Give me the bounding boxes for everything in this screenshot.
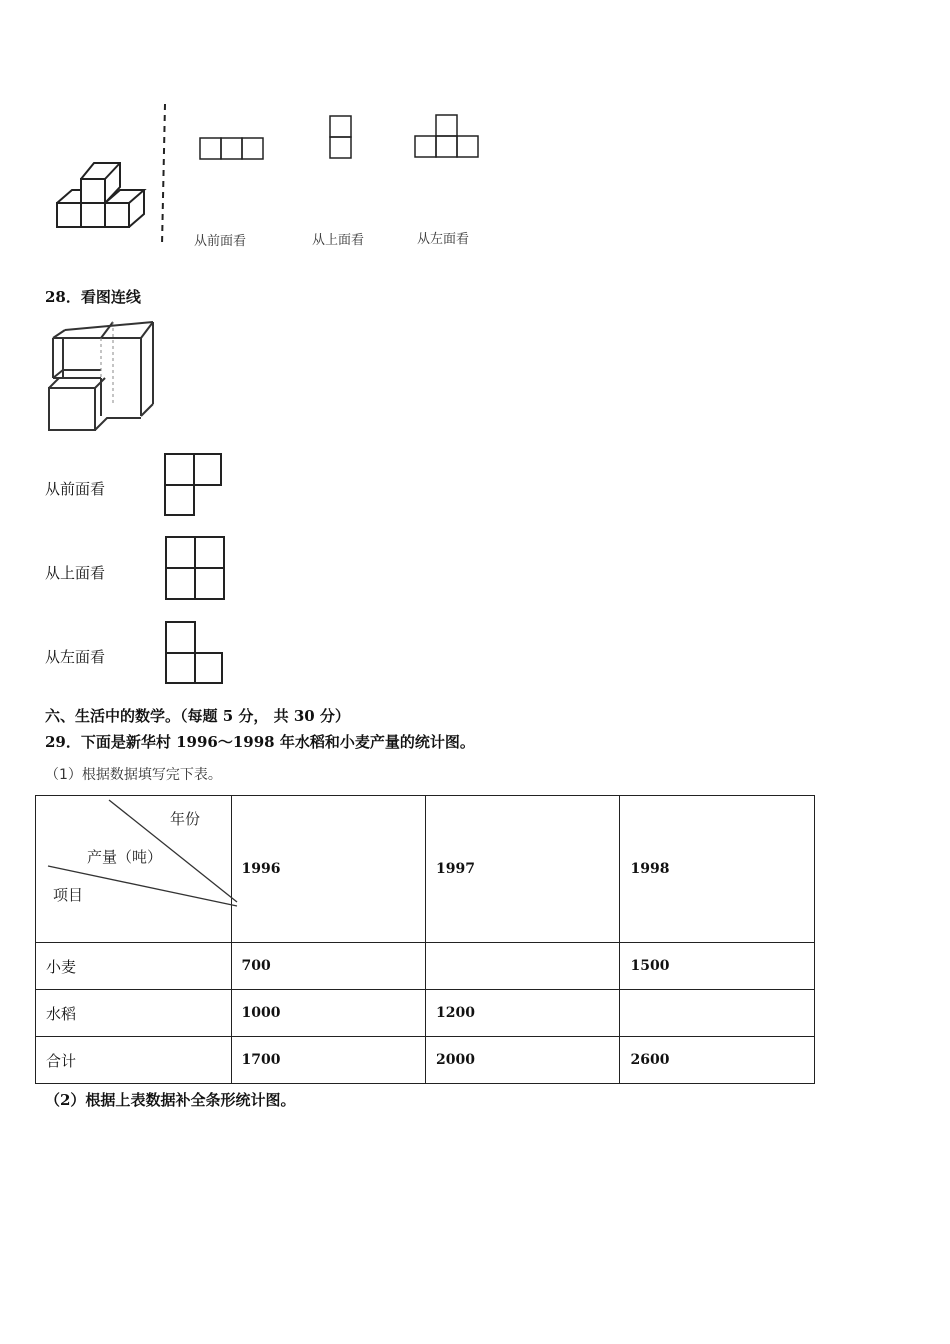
table-header-row bbox=[36, 796, 815, 943]
view-label-top: 从上面看 bbox=[312, 233, 365, 248]
value-cell: 2000 bbox=[426, 1037, 620, 1084]
q29-title: 29．下面是新华村 1996～1998 年水稻和小麦产量的统计图。 bbox=[45, 733, 475, 751]
q28-label-left: 从左面看 bbox=[45, 648, 106, 666]
row-label: 合计 bbox=[36, 1037, 232, 1084]
value-cell: 1500 bbox=[620, 943, 815, 990]
value-cell: 700 bbox=[231, 943, 425, 990]
section6-title: 六、生活中的数学。（每题 5 分， 共 30 分） bbox=[45, 707, 350, 725]
view-label-left: 从左面看 bbox=[417, 232, 470, 247]
year-cell: 1998 bbox=[620, 796, 815, 943]
diagonal-lines bbox=[36, 796, 247, 943]
value-cell: 1000 bbox=[231, 990, 425, 1037]
q28-solid-figure bbox=[45, 318, 160, 436]
row-label: 小麦 bbox=[36, 943, 232, 990]
view-label-front: 从前面看 bbox=[194, 234, 247, 249]
q28-label-top: 从上面看 bbox=[45, 564, 106, 582]
production-table bbox=[35, 795, 815, 1084]
table-row-rice bbox=[36, 990, 815, 1037]
top-view-shape bbox=[330, 116, 351, 158]
q28-shape-b bbox=[164, 535, 228, 603]
q28-shape-a bbox=[163, 452, 225, 518]
value-cell: 1700 bbox=[231, 1037, 425, 1084]
table-row-total bbox=[36, 1037, 815, 1084]
value-cell: 2600 bbox=[620, 1037, 815, 1084]
header-item-label: 项目 bbox=[53, 886, 84, 904]
year-cell: 1996 bbox=[231, 796, 425, 943]
q29-part1: （1）根据数据填写完下表。 bbox=[45, 767, 222, 783]
value-cell-blank[interactable] bbox=[620, 990, 815, 1037]
q28-label-front: 从前面看 bbox=[45, 480, 106, 498]
q28-title: 28．看图连线 bbox=[45, 288, 141, 306]
table-row-wheat bbox=[36, 943, 815, 990]
dashed-divider bbox=[162, 104, 165, 245]
q28-shape-c bbox=[164, 620, 226, 686]
cube-stack-drawing bbox=[57, 163, 144, 227]
left-view-shape bbox=[415, 115, 478, 157]
value-cell: 1200 bbox=[426, 990, 620, 1037]
row-label: 水稻 bbox=[36, 990, 232, 1037]
q29-part2: （2）根据上表数据补全条形统计图。 bbox=[45, 1091, 296, 1109]
header-qty-label: 产量（吨） bbox=[87, 848, 163, 866]
value-cell-blank[interactable] bbox=[426, 943, 620, 990]
diagonal-header-cell bbox=[36, 796, 232, 943]
header-year-label: 年份 bbox=[170, 810, 201, 828]
front-view-shape bbox=[200, 138, 263, 159]
year-cell: 1997 bbox=[426, 796, 620, 943]
